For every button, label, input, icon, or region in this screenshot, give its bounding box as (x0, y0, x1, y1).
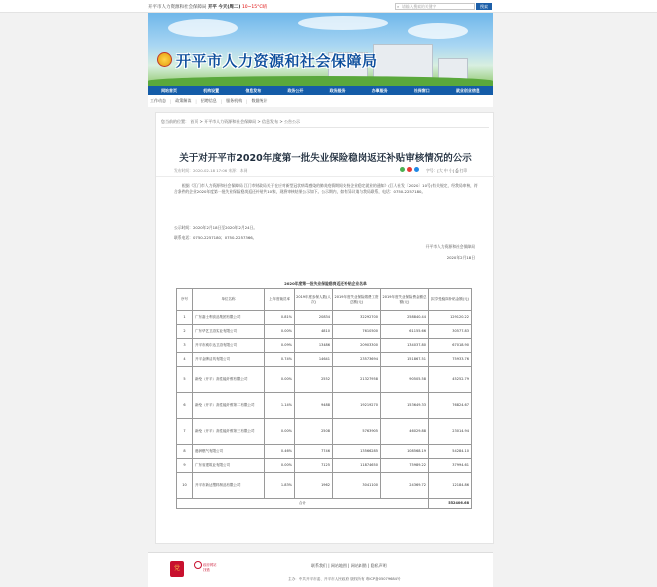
table-cell: 7125 (295, 459, 333, 473)
table-cell: 12184.86 (429, 473, 472, 499)
weather-city: 开平 (207, 5, 217, 10)
table-cell: 2 (177, 325, 193, 339)
table-row (177, 311, 472, 325)
nav-item-jobs[interactable]: 就业创业信息 (455, 87, 480, 93)
error-report-label-1: 政府网站 (203, 563, 217, 567)
table-row (177, 459, 472, 473)
table-cell: 6 (177, 393, 193, 419)
table-cell: 37994.61 (429, 459, 472, 473)
site-info (148, 4, 267, 10)
table-cell: 46029.88 (381, 419, 429, 445)
nav-item-affairs[interactable]: 办事服务 (371, 87, 388, 93)
table-cell: 258840.44 (381, 311, 429, 325)
table-cell: 134037.80 (381, 339, 429, 353)
table-row (177, 353, 472, 367)
table-cell: 14641 (295, 353, 333, 367)
table-cell: 13566285 (333, 445, 381, 459)
footer (148, 552, 493, 587)
header-banner (148, 13, 493, 86)
publish-info: 发布时间：2020-02-18 17:06 来源：本网 (174, 168, 248, 173)
font-size-switch[interactable]: 字号：[大 中 小] (426, 168, 455, 173)
table-cell: 开平金牌洁具有限公司 (193, 353, 265, 367)
table-cell: 8 (177, 445, 193, 459)
site-error-report[interactable] (194, 561, 217, 577)
table-cell: 广东省建筑业有限公司 (193, 459, 265, 473)
article-paragraph: 根据《江门市人力资源和社会保障局 江门市财政局关于在应对新型冠状病毒感染的肺炎疫情期间支持企业稳定就业的通知》(江人社发〔2020〕10号)有关规定，经我局审核，符合条件的企业2020年度第一批失业保险稳岗返还补贴共10家，现将审核结果公示如下。公示期内，如有异议请与我局联系，电话：0750-2257180。 (174, 183, 478, 195)
weibo-share-icon[interactable] (407, 167, 412, 172)
table-cell: 90505.58 (381, 367, 429, 393)
table-header-row (177, 289, 472, 311)
table-cell: 2552 (295, 367, 333, 393)
table-cell: 新纶（开平）高性能纤维第三有限公司 (193, 419, 265, 445)
search-input[interactable] (395, 3, 475, 10)
table-cell: 0.00% (265, 459, 295, 473)
table-cell: 1.14% (265, 393, 295, 419)
table-cell: 3041100 (333, 473, 381, 499)
total-value: 552406.68 (429, 499, 472, 509)
total-label: 合计 (177, 499, 429, 509)
table-cell: 76824.67 (429, 393, 472, 419)
signature-org: 开平市人力资源和社会保障局 (425, 244, 475, 249)
subnav-item-policy[interactable]: 政策解读 (175, 98, 192, 103)
table-cell: 32292700 (333, 311, 381, 325)
bureau-emblem-icon (157, 52, 172, 67)
weather-text: 10~15°C晴 (241, 5, 268, 10)
table-cell: 广东嘉士利食品集团有限公司 (193, 311, 265, 325)
print-button[interactable]: 打印 (459, 168, 468, 173)
table-cell: 4 (177, 353, 193, 367)
table-cell: 153649.33 (381, 393, 429, 419)
table-cell: 23573694 (333, 353, 381, 367)
nav-item-home[interactable]: 网站首页 (161, 87, 178, 93)
top-bar (0, 0, 657, 13)
table-row (177, 473, 472, 499)
table-cell: 45252.79 (429, 367, 472, 393)
table-cell: 10 (177, 473, 193, 499)
error-report-label-2: 找错 (203, 568, 210, 572)
table-cell: 7610500 (333, 325, 381, 339)
site-name: 开平市人力资源和社会保障局 (148, 5, 207, 10)
table-cell: 1 (177, 311, 193, 325)
wechat-share-icon[interactable] (400, 167, 405, 172)
subnav-item-work[interactable]: 工作动态 (150, 98, 166, 103)
table-cell: 5 (177, 367, 193, 393)
col-header: 序号 (177, 289, 193, 311)
article-card (155, 112, 494, 544)
table-cell: 75933.76 (429, 353, 472, 367)
subnav-item-stats[interactable]: 数据统计 (251, 98, 268, 103)
table-cell: 0.00% (265, 367, 295, 393)
col-header: 拟享受稳岗补贴金额(元) (429, 289, 472, 311)
party-gov-badge-icon[interactable]: 党 (170, 561, 184, 577)
divider (161, 127, 489, 128)
table-row (177, 393, 472, 419)
breadcrumb[interactable]: 您当前的位置： 首页 > 开平市人力资源和社会保障局 > 信息发布 > 公告公示 (161, 119, 300, 124)
table-total-row (177, 499, 472, 509)
col-header: 上年度裁员率 (265, 289, 295, 311)
today-label: 今天(周二) (218, 5, 241, 10)
table-cell: 5763905 (333, 419, 381, 445)
table-cell: 7746 (295, 445, 333, 459)
nav-item-service[interactable]: 政务服务 (329, 87, 346, 93)
table-cell: 4810 (295, 325, 333, 339)
table-cell: 61155.66 (381, 325, 429, 339)
table-row (177, 325, 472, 339)
table-cell: 0.00% (265, 419, 295, 445)
table-cell: 20834 (295, 311, 333, 325)
table-row (177, 367, 472, 393)
signature (426, 241, 475, 263)
footer-address: 主办：中共开平市委、开平市人民政府 版权所有 粤ICP备05079684号 (288, 577, 401, 581)
article-title: 关于对开平市2020年度第一批失业保险稳岗返还补贴审核情况的公示 (179, 153, 472, 164)
table-cell: 港润燃气有限公司 (193, 445, 265, 459)
table-cell: 151867.51 (381, 353, 429, 367)
qq-share-icon[interactable] (414, 167, 419, 172)
table-row (177, 445, 472, 459)
table-cell: 30577.83 (429, 325, 472, 339)
table-cell: 9 (177, 459, 193, 473)
table-row (177, 339, 472, 353)
nav-item-social[interactable]: 社保窗口 (413, 87, 430, 93)
subsidy-table (176, 288, 472, 509)
table-cell: 新纶（开平）高性能纤维有限公司 (193, 367, 265, 393)
search-placeholder: 请输入搜索的关键字 (402, 4, 437, 9)
subnav-item-recruit[interactable]: 招聘信息 (200, 98, 217, 103)
subnav-item-agency[interactable]: 服务机构 (226, 98, 243, 103)
table-cell: 75989.22 (381, 459, 429, 473)
table-cell: 23014.94 (429, 419, 472, 445)
article-meta (156, 168, 495, 177)
publicity-period: 公示时间：2020年2月18日至2020年2月24日。 (174, 225, 258, 230)
nav-item-org[interactable]: 机构设置 (203, 87, 220, 93)
print-area (426, 168, 467, 174)
contact-phone: 联系电话：0750-2257180；0750-2257366。 (174, 235, 257, 240)
main-nav (148, 86, 493, 95)
table-cell: 13486 (295, 339, 333, 353)
print-icon: ⎙ (455, 168, 459, 173)
banner-title: 开平市人力资源和社会保障局 (176, 52, 378, 70)
table-cell: 0.09% (265, 339, 295, 353)
search-icon: ⌕ (397, 4, 400, 9)
table-cell: 54284.10 (429, 445, 472, 459)
table-cell: 67018.90 (429, 339, 472, 353)
search-button[interactable]: 搜索 (476, 3, 492, 10)
table-cell: 0.46% (265, 445, 295, 459)
table-cell: 20903300 (333, 339, 381, 353)
table-cell: 0.00% (265, 325, 295, 339)
table-cell: 开平市威尔达卫浴有限公司 (193, 339, 265, 353)
article-body (174, 183, 479, 196)
table-cell: 19219270 (333, 393, 381, 419)
table-cell: 21327958 (333, 367, 381, 393)
col-header: 2019年度参保人数(人次) (295, 289, 333, 311)
table-cell: 0.81% (265, 311, 295, 325)
nav-item-open[interactable]: 政务公开 (287, 87, 304, 93)
publicity-info (174, 223, 257, 243)
table-cell: 11874650 (333, 459, 381, 473)
col-header: 单位名称 (193, 289, 265, 311)
footer-links[interactable]: 联系我们 | 网站地图 | 网站纠错 | 隐私声明 (311, 563, 387, 568)
signature-date: 2020年2月18日 (446, 255, 475, 260)
col-header: 2019年度失业保险缴费工资总额(元) (333, 289, 381, 311)
sub-nav: 工作动态 | 政策解读 | 招聘信息 | 服务机构 | 数据统计 (148, 95, 493, 107)
error-report-icon (194, 561, 202, 569)
table-caption: 2020年度第一批失业保险稳岗返还补贴企业名单 (284, 281, 367, 286)
table-cell: 129120.22 (429, 311, 472, 325)
table-cell: 1962 (295, 473, 333, 499)
table-cell: 9488 (295, 393, 333, 419)
table-cell: 7 (177, 419, 193, 445)
table-cell: 108568.19 (381, 445, 429, 459)
col-header: 2019年度失业保险费金额总额(元) (381, 289, 429, 311)
table-cell: 3 (177, 339, 193, 353)
table-row (177, 419, 472, 445)
table-cell: 0.74% (265, 353, 295, 367)
table-cell: 24369.72 (381, 473, 429, 499)
table-cell: 1.83% (265, 473, 295, 499)
table-cell: 2508 (295, 419, 333, 445)
nav-item-news[interactable]: 信息发布 (245, 87, 262, 93)
table-cell: 广东华艺卫浴实业有限公司 (193, 325, 265, 339)
table-cell: 开平市新达塑料制品有限公司 (193, 473, 265, 499)
table-cell: 新纶（开平）高性能纤维第二有限公司 (193, 393, 265, 419)
